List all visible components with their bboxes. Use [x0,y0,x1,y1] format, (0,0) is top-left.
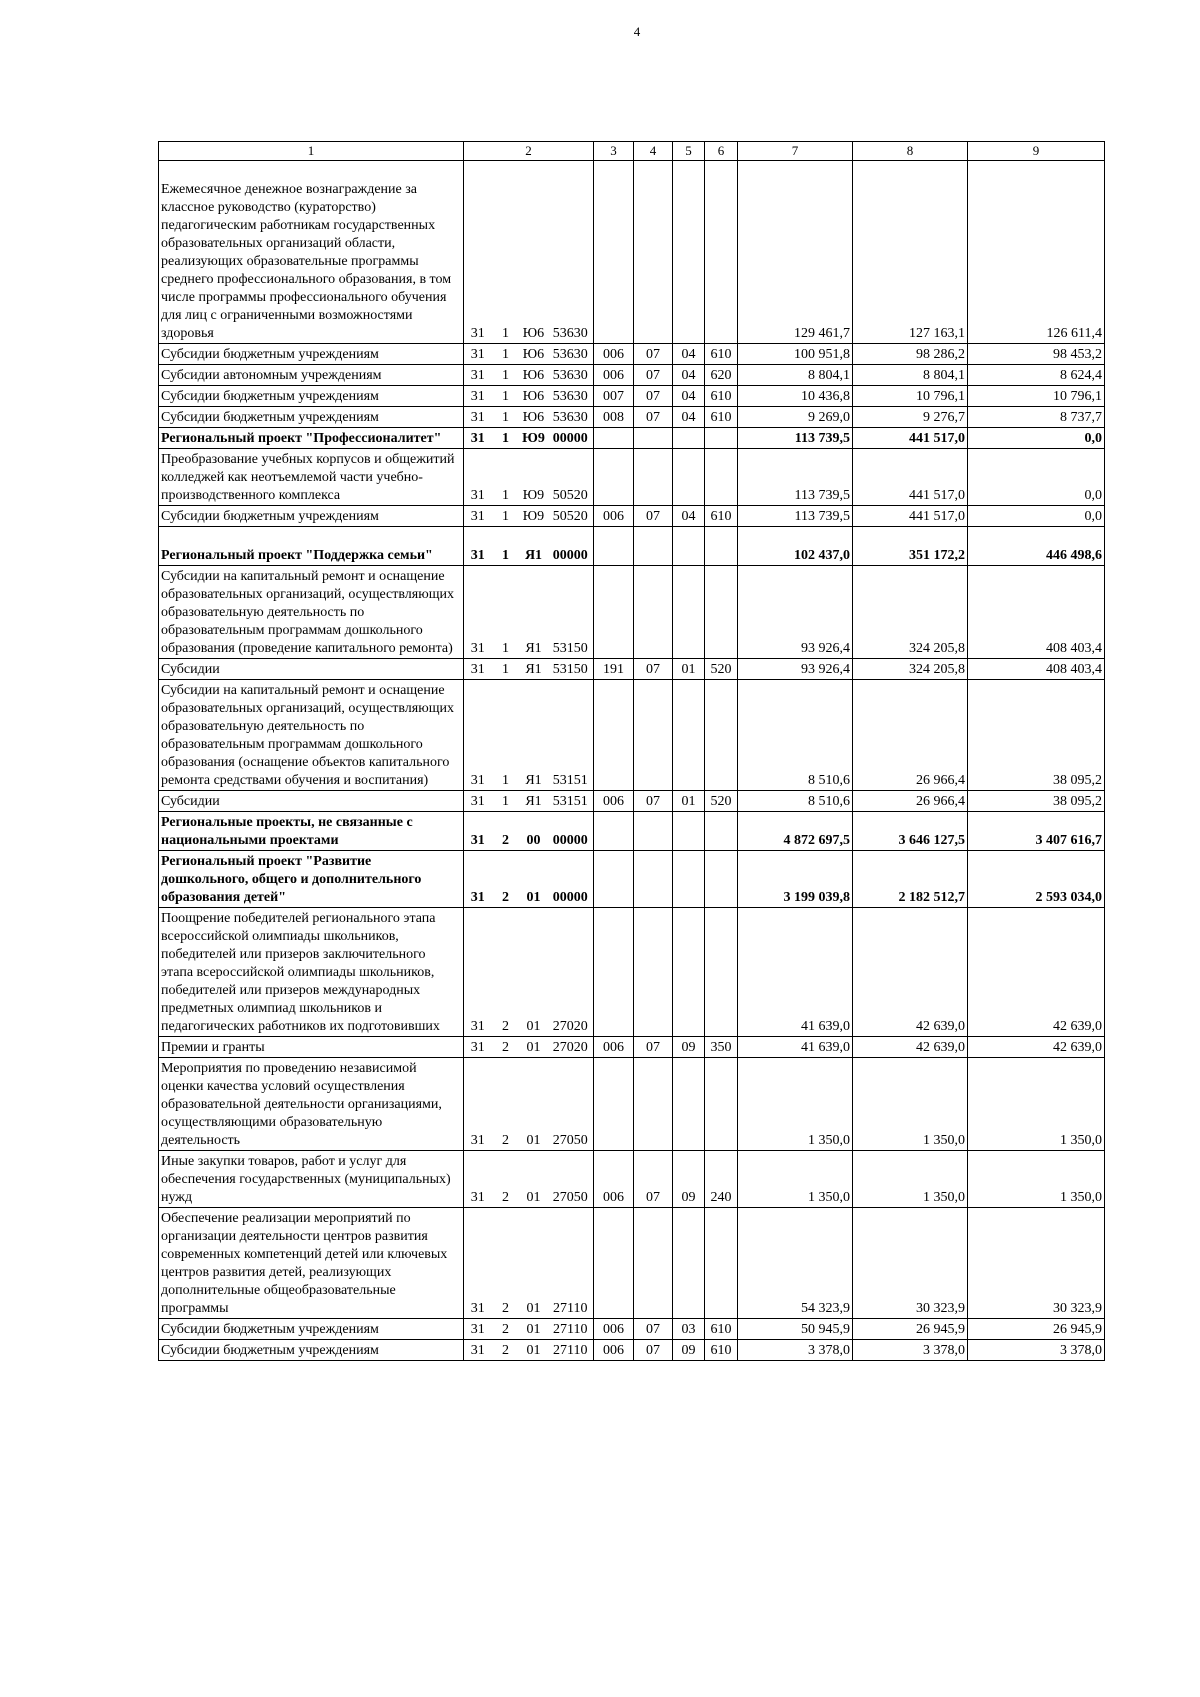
table-row [159,407,1105,428]
row-name: Субсидии [159,791,464,812]
subsection-code [673,1208,705,1319]
expense-type-code: 610 [705,386,738,407]
ministry-code [594,428,634,449]
amount-year-1: 4 872 697,5 [738,812,853,851]
code-subprogram: 2 [492,1037,520,1058]
amount-year-3: 10 796,1 [968,386,1105,407]
amount-year-1: 8 510,6 [738,791,853,812]
section-code [634,680,673,791]
amount-year-3: 408 403,4 [968,566,1105,659]
code-subprogram: 2 [492,1058,520,1151]
subsection-code [673,449,705,506]
code-direction: 50520 [548,506,594,527]
amount-year-3: 8 737,7 [968,407,1105,428]
table-row [159,1340,1105,1361]
expense-type-code [705,1058,738,1151]
amount-year-1: 1 350,0 [738,1151,853,1208]
amount-year-3: 0,0 [968,449,1105,506]
subsection-code [673,680,705,791]
code-direction: 27020 [548,908,594,1037]
ministry-code [594,680,634,791]
row-name: Субсидии бюджетным учреждениям [159,506,464,527]
subsection-code: 03 [673,1319,705,1340]
amount-year-1: 93 926,4 [738,566,853,659]
row-name: Ежемесячное денежное вознаграждение за классное руководство (кураторство) педагогическим работникам государственных образовательных организаций области, реализующих образовательные программы среднего профессионального образования, в том числе программы профессионального обучения для лиц с ограниченными возможностями здоровья [159,161,464,344]
code-direction: 27110 [548,1319,594,1340]
table-row [159,791,1105,812]
code-project: 01 [520,908,548,1037]
code-program: 31 [464,428,492,449]
subsection-code: 04 [673,407,705,428]
code-subprogram: 1 [492,659,520,680]
section-code [634,428,673,449]
row-name: Субсидии на капитальный ремонт и оснащение образовательных организаций, осуществляющих образовательную деятельность по образовательным программам дошкольного образования (оснащение объектов капитального ремонта средствами обучения и воспитания) [159,680,464,791]
code-program: 31 [464,1208,492,1319]
expense-type-code [705,1208,738,1319]
amount-year-1: 9 269,0 [738,407,853,428]
amount-year-2: 3 378,0 [853,1340,968,1361]
row-name: Региональный проект "Поддержка семьи" [159,527,464,566]
code-direction: 50520 [548,449,594,506]
table-row [159,386,1105,407]
subsection-code: 09 [673,1037,705,1058]
amount-year-3: 3 407 616,7 [968,812,1105,851]
row-name: Премии и гранты [159,1037,464,1058]
amount-year-2: 26 966,4 [853,680,968,791]
expense-type-code [705,428,738,449]
expense-type-code: 610 [705,506,738,527]
expense-type-code [705,449,738,506]
amount-year-1: 93 926,4 [738,659,853,680]
amount-year-3: 2 593 034,0 [968,851,1105,908]
code-program: 31 [464,908,492,1037]
amount-year-1: 54 323,9 [738,1208,853,1319]
ministry-code [594,1208,634,1319]
code-direction: 00000 [548,812,594,851]
column-header: 9 [968,142,1105,161]
table-row [159,1058,1105,1151]
amount-year-1: 10 436,8 [738,386,853,407]
section-code [634,161,673,344]
expense-type-code: 240 [705,1151,738,1208]
section-code [634,527,673,566]
row-name: Поощрение победителей регионального этапа всероссийской олимпиады школьников, победителей или призеров заключительного этапа всероссийской олимпиады школьников, победителей или призеров международных предметных олимпиад школьников и педагогических работников их подготовивших [159,908,464,1037]
code-project: 00 [520,812,548,851]
code-project: Ю6 [520,365,548,386]
ministry-code: 006 [594,365,634,386]
row-name: Мероприятия по проведению независимой оценки качества условий осуществления образовательной деятельности организациями, осуществляющими образовательную деятельность [159,1058,464,1151]
table-body [159,161,1105,1361]
amount-year-2: 26 966,4 [853,791,968,812]
code-direction: 53630 [548,344,594,365]
code-subprogram: 2 [492,1208,520,1319]
row-name: Субсидии автономным учреждениям [159,365,464,386]
expense-type-code: 610 [705,1340,738,1361]
subsection-code: 04 [673,344,705,365]
column-header: 1 [159,142,464,161]
amount-year-2: 2 182 512,7 [853,851,968,908]
table-row [159,1319,1105,1340]
expense-type-code: 520 [705,659,738,680]
amount-year-3: 408 403,4 [968,659,1105,680]
code-project: 01 [520,851,548,908]
code-direction: 00000 [548,428,594,449]
column-header: 3 [594,142,634,161]
code-direction: 27050 [548,1058,594,1151]
subsection-code: 09 [673,1151,705,1208]
code-subprogram: 1 [492,506,520,527]
amount-year-2: 26 945,9 [853,1319,968,1340]
table-row [159,506,1105,527]
amount-year-1: 113 739,5 [738,428,853,449]
ministry-code [594,908,634,1037]
column-header: 2 [464,142,594,161]
column-header: 5 [673,142,705,161]
table-row [159,680,1105,791]
table-row [159,527,1105,566]
amount-year-2: 30 323,9 [853,1208,968,1319]
amount-year-1: 113 739,5 [738,506,853,527]
expense-type-code [705,161,738,344]
subsection-code [673,428,705,449]
code-subprogram: 1 [492,344,520,365]
ministry-code: 006 [594,344,634,365]
ministry-code: 006 [594,791,634,812]
row-name: Субсидии бюджетным учреждениям [159,344,464,365]
amount-year-1: 1 350,0 [738,1058,853,1151]
table-row [159,449,1105,506]
table-row [159,428,1105,449]
amount-year-2: 351 172,2 [853,527,968,566]
ministry-code [594,449,634,506]
table-row [159,851,1105,908]
column-header: 7 [738,142,853,161]
row-name: Субсидии бюджетным учреждениям [159,386,464,407]
table-row [159,659,1105,680]
column-header: 4 [634,142,673,161]
subsection-code [673,527,705,566]
expense-type-code [705,812,738,851]
code-direction: 53150 [548,566,594,659]
code-direction: 27050 [548,1151,594,1208]
amount-year-3: 8 624,4 [968,365,1105,386]
subsection-code: 01 [673,791,705,812]
ministry-code [594,851,634,908]
expense-type-code: 610 [705,344,738,365]
code-subprogram: 2 [492,1340,520,1361]
code-project: Я1 [520,791,548,812]
amount-year-2: 1 350,0 [853,1058,968,1151]
amount-year-2: 1 350,0 [853,1151,968,1208]
code-program: 31 [464,812,492,851]
code-subprogram: 1 [492,386,520,407]
code-program: 31 [464,527,492,566]
row-name: Субсидии [159,659,464,680]
code-project: Ю6 [520,386,548,407]
code-program: 31 [464,659,492,680]
code-program: 31 [464,449,492,506]
row-name: Региональные проекты, не связанные с национальными проектами [159,812,464,851]
code-subprogram: 1 [492,680,520,791]
ministry-code [594,161,634,344]
code-program: 31 [464,1058,492,1151]
amount-year-3: 126 611,4 [968,161,1105,344]
code-direction: 53151 [548,791,594,812]
amount-year-1: 50 945,9 [738,1319,853,1340]
code-project: Ю6 [520,407,548,428]
expense-type-code [705,566,738,659]
code-direction: 53151 [548,680,594,791]
table-row [159,161,1105,344]
code-subprogram: 1 [492,161,520,344]
code-subprogram: 1 [492,791,520,812]
amount-year-2: 3 646 127,5 [853,812,968,851]
amount-year-3: 42 639,0 [968,908,1105,1037]
code-program: 31 [464,506,492,527]
amount-year-2: 324 205,8 [853,659,968,680]
expense-type-code [705,680,738,791]
expense-type-code [705,908,738,1037]
table-row [159,812,1105,851]
expense-type-code [705,527,738,566]
amount-year-2: 9 276,7 [853,407,968,428]
row-name: Субсидии бюджетным учреждениям [159,1319,464,1340]
code-subprogram: 1 [492,527,520,566]
section-code: 07 [634,1340,673,1361]
ministry-code: 007 [594,386,634,407]
code-subprogram: 1 [492,428,520,449]
subsection-code [673,1058,705,1151]
code-project: Я1 [520,659,548,680]
column-header: 6 [705,142,738,161]
table-row [159,566,1105,659]
section-code: 07 [634,407,673,428]
subsection-code [673,812,705,851]
section-code: 07 [634,1151,673,1208]
code-project: Ю9 [520,449,548,506]
section-code [634,851,673,908]
section-code [634,812,673,851]
amount-year-3: 30 323,9 [968,1208,1105,1319]
amount-year-3: 1 350,0 [968,1058,1105,1151]
section-code: 07 [634,1037,673,1058]
section-code [634,1208,673,1319]
code-program: 31 [464,566,492,659]
ministry-code: 006 [594,1151,634,1208]
amount-year-2: 42 639,0 [853,908,968,1037]
subsection-code: 04 [673,506,705,527]
subsection-code: 01 [673,659,705,680]
amount-year-1: 3 378,0 [738,1340,853,1361]
section-code: 07 [634,506,673,527]
code-project: Я1 [520,527,548,566]
code-program: 31 [464,161,492,344]
code-project: Ю9 [520,506,548,527]
row-name: Субсидии на капитальный ремонт и оснащение образовательных организаций, осуществляющих образовательную деятельность по образовательным программам дошкольного образования (проведение капитального ремонта) [159,566,464,659]
code-subprogram: 1 [492,566,520,659]
amount-year-3: 38 095,2 [968,680,1105,791]
code-project: 01 [520,1319,548,1340]
ministry-code [594,1058,634,1151]
code-program: 31 [464,407,492,428]
table-row [159,344,1105,365]
amount-year-3: 446 498,6 [968,527,1105,566]
section-code: 07 [634,365,673,386]
code-project: 01 [520,1340,548,1361]
ministry-code [594,527,634,566]
amount-year-3: 0,0 [968,506,1105,527]
amount-year-1: 8 804,1 [738,365,853,386]
expense-type-code: 520 [705,791,738,812]
amount-year-3: 0,0 [968,428,1105,449]
ministry-code: 008 [594,407,634,428]
row-name: Региональный проект "Развитие дошкольного, общего и дополнительного образования детей" [159,851,464,908]
subsection-code: 04 [673,386,705,407]
subsection-code [673,161,705,344]
amount-year-1: 41 639,0 [738,1037,853,1058]
table-row [159,365,1105,386]
subsection-code [673,851,705,908]
code-direction: 53630 [548,407,594,428]
code-project: Ю6 [520,161,548,344]
expense-type-code: 350 [705,1037,738,1058]
ministry-code: 191 [594,659,634,680]
code-program: 31 [464,851,492,908]
code-direction: 53630 [548,161,594,344]
column-header: 8 [853,142,968,161]
budget-table [158,141,1105,1361]
code-program: 31 [464,1037,492,1058]
section-code: 07 [634,791,673,812]
amount-year-2: 441 517,0 [853,428,968,449]
subsection-code [673,908,705,1037]
section-code: 07 [634,1319,673,1340]
table-row [159,1208,1105,1319]
expense-type-code: 610 [705,1319,738,1340]
amount-year-3: 38 095,2 [968,791,1105,812]
amount-year-2: 10 796,1 [853,386,968,407]
code-program: 31 [464,344,492,365]
row-name: Иные закупки товаров, работ и услуг для обеспечения государственных (муниципальных) нужд [159,1151,464,1208]
amount-year-2: 98 286,2 [853,344,968,365]
expense-type-code: 610 [705,407,738,428]
amount-year-1: 113 739,5 [738,449,853,506]
code-project: 01 [520,1058,548,1151]
code-project: Ю9 [520,428,548,449]
amount-year-2: 441 517,0 [853,506,968,527]
page-number: 4 [633,24,641,39]
amount-year-1: 129 461,7 [738,161,853,344]
subsection-code [673,566,705,659]
ministry-code: 006 [594,1037,634,1058]
amount-year-3: 26 945,9 [968,1319,1105,1340]
amount-year-1: 8 510,6 [738,680,853,791]
code-program: 31 [464,1151,492,1208]
code-program: 31 [464,386,492,407]
section-code [634,1058,673,1151]
code-project: Я1 [520,566,548,659]
code-project: Я1 [520,680,548,791]
section-code [634,908,673,1037]
code-subprogram: 1 [492,407,520,428]
code-project: 01 [520,1151,548,1208]
code-direction: 00000 [548,851,594,908]
code-direction: 27110 [548,1340,594,1361]
amount-year-2: 441 517,0 [853,449,968,506]
code-direction: 53150 [548,659,594,680]
code-direction: 53630 [548,365,594,386]
row-name: Обеспечение реализации мероприятий по организации деятельности центров развития современных компетенций детей или ключевых центров развития детей, реализующих дополнительные общеобразовательные программы [159,1208,464,1319]
ministry-code [594,566,634,659]
amount-year-2: 8 804,1 [853,365,968,386]
section-code [634,566,673,659]
ministry-code: 006 [594,1319,634,1340]
amount-year-3: 98 453,2 [968,344,1105,365]
code-direction: 27020 [548,1037,594,1058]
table-row [159,1037,1105,1058]
code-program: 31 [464,1340,492,1361]
section-code: 07 [634,659,673,680]
code-direction: 00000 [548,527,594,566]
ministry-code: 006 [594,1340,634,1361]
code-subprogram: 1 [492,365,520,386]
row-name: Преобразование учебных корпусов и общежитий колледжей как неотъемлемой части учебно-производственного комплекса [159,449,464,506]
code-program: 31 [464,365,492,386]
amount-year-2: 324 205,8 [853,566,968,659]
table-row [159,908,1105,1037]
code-subprogram: 2 [492,1319,520,1340]
section-code [634,449,673,506]
amount-year-1: 102 437,0 [738,527,853,566]
subsection-code: 09 [673,1340,705,1361]
amount-year-3: 42 639,0 [968,1037,1105,1058]
ministry-code [594,812,634,851]
code-program: 31 [464,680,492,791]
code-subprogram: 2 [492,1151,520,1208]
amount-year-3: 3 378,0 [968,1340,1105,1361]
code-project: 01 [520,1037,548,1058]
expense-type-code: 620 [705,365,738,386]
code-subprogram: 2 [492,908,520,1037]
subsection-code: 04 [673,365,705,386]
column-number-row [159,142,1105,161]
ministry-code: 006 [594,506,634,527]
code-subprogram: 1 [492,449,520,506]
amount-year-1: 41 639,0 [738,908,853,1037]
section-code: 07 [634,386,673,407]
amount-year-1: 100 951,8 [738,344,853,365]
expense-type-code [705,851,738,908]
amount-year-3: 1 350,0 [968,1151,1105,1208]
table-row [159,1151,1105,1208]
code-subprogram: 2 [492,851,520,908]
row-name: Субсидии бюджетным учреждениям [159,407,464,428]
code-program: 31 [464,1319,492,1340]
amount-year-2: 42 639,0 [853,1037,968,1058]
code-project: Ю6 [520,344,548,365]
amount-year-2: 127 163,1 [853,161,968,344]
code-program: 31 [464,791,492,812]
code-direction: 27110 [548,1208,594,1319]
row-name: Субсидии бюджетным учреждениям [159,1340,464,1361]
row-name: Региональный проект "Профессионалитет" [159,428,464,449]
code-subprogram: 2 [492,812,520,851]
code-project: 01 [520,1208,548,1319]
section-code: 07 [634,344,673,365]
code-direction: 53630 [548,386,594,407]
amount-year-1: 3 199 039,8 [738,851,853,908]
